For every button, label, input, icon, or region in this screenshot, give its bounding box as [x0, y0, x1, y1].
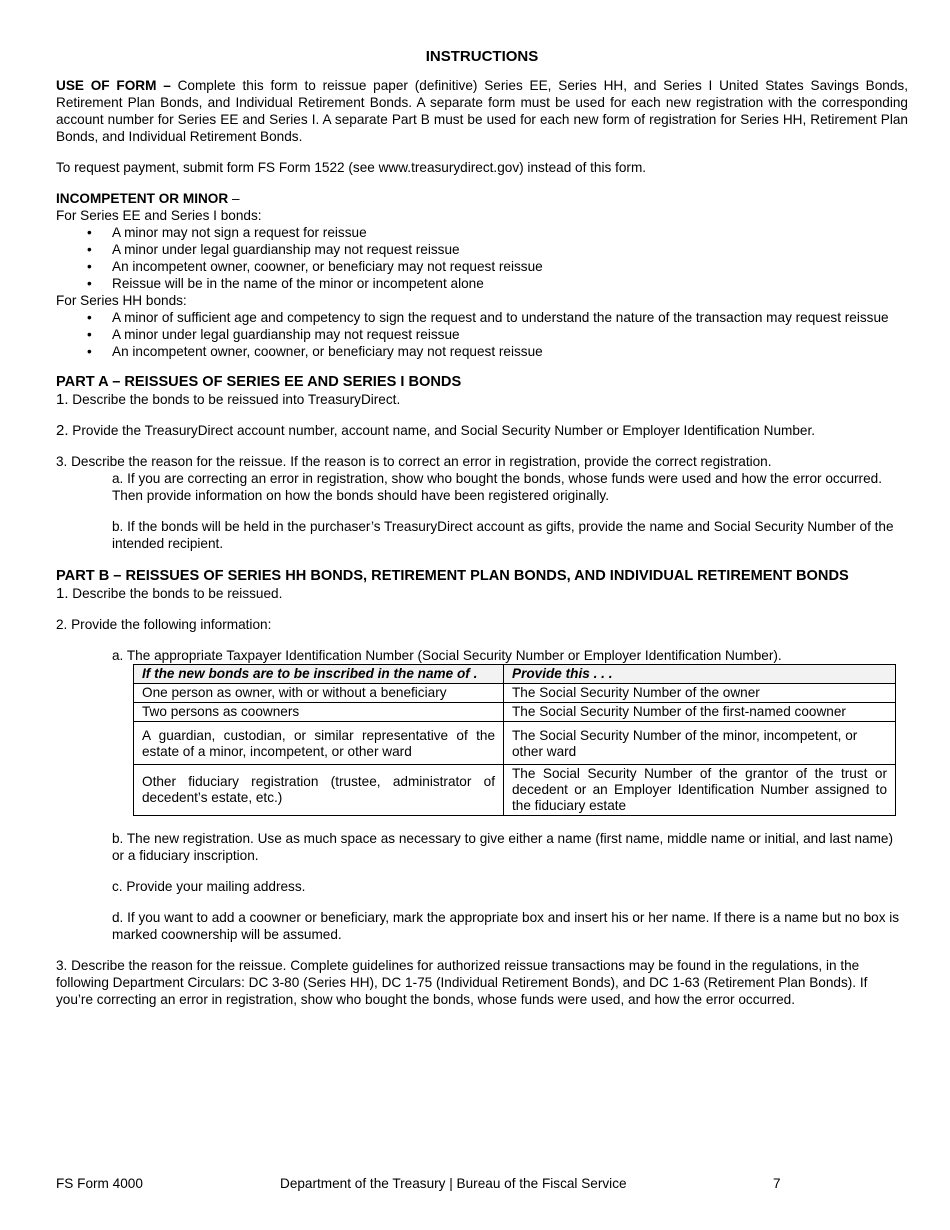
page-footer: [56, 1175, 908, 1193]
use-of-form-paragraph: [56, 77, 908, 145]
list-item: • Reissue will be in the name of the minor or incompetent alone: [56, 275, 908, 292]
page-title: INSTRUCTIONS: [425, 48, 539, 65]
part-a-heading: PART A – REISSUES OF SERIES EE AND SERIES I BONDS: [56, 374, 462, 390]
part-a-item-3: 3. Describe the reason for the reissue. If the reason is to correct an error in registration, provide the correct registration.: [56, 454, 772, 469]
table-row: [134, 765, 896, 816]
table-cell: The Social Security Number of the first-named coowner: [504, 703, 896, 722]
ee-i-bullet-list: [56, 224, 908, 292]
part-b-heading: PART B – REISSUES OF SERIES HH BONDS, RETIREMENT PLAN BONDS, AND INDIVIDUAL RETIREMENT BONDS: [56, 568, 849, 584]
table-cell: Two persons as coowners: [134, 703, 504, 722]
instructions-page: [56, 48, 908, 1008]
list-item: • A minor under legal guardianship may not request reissue: [56, 241, 908, 258]
payment-note: To request payment, submit form FS Form 1522 (see www.treasurydirect.gov) instead of this form.: [56, 160, 647, 175]
hh-bullet-list: [56, 309, 908, 360]
table-cell: A guardian, custodian, or similar representative of the estate of a minor, incompetent, or other ward: [134, 722, 504, 765]
column-header: If the new bonds are to be inscribed in the name of .: [134, 665, 504, 684]
footer-department: Department of the Treasury | Bureau of the Fiscal Service: [280, 1176, 627, 1191]
ee-i-intro: For Series EE and Series I bonds:: [56, 208, 262, 223]
item-text: Provide the TreasuryDirect account number, account name, and Social Security Number or Employer Identification Number.: [68, 423, 816, 438]
column-header: Provide this . . .: [504, 665, 896, 684]
part-b-item-2d: d. If you want to add a coowner or beneficiary, mark the appropriate box and insert his or her name. If there is a name but no box is marked coownership will be assumed.: [112, 910, 900, 942]
list-item: • A minor may not sign a request for reissue: [56, 224, 908, 241]
table-row: [134, 684, 896, 703]
table-header-row: [134, 665, 896, 684]
table-row: [134, 703, 896, 722]
item-text: Describe the bonds to be reissued.: [68, 586, 283, 601]
hh-intro: For Series HH bonds:: [56, 293, 187, 308]
table-cell: The Social Security Number of the owner: [504, 684, 896, 703]
list-item: • An incompetent owner, coowner, or beneficiary may not request reissue: [56, 343, 908, 360]
table-cell: One person as owner, with or without a beneficiary: [134, 684, 504, 703]
item-text: Describe the bonds to be reissued into TreasuryDirect.: [68, 392, 401, 407]
part-b-item-2b: b. The new registration. Use as much space as necessary to give either a name (first name, middle name or initial, and last name) or a fiduciary inscription.: [112, 831, 894, 863]
item-number: 1.: [56, 391, 69, 408]
incompetent-heading: [56, 190, 908, 207]
table-row: [134, 722, 896, 765]
list-item: • A minor of sufficient age and competency to sign the request and to understand the nature of the transaction may request reissue: [56, 309, 908, 326]
incompetent-label: INCOMPETENT OR MINOR: [56, 191, 229, 206]
item-number: 1.: [56, 585, 69, 602]
table-cell: The Social Security Number of the grantor of the trust or decedent or an Employer Identification Number assigned to the fiduciary estate: [504, 765, 896, 816]
footer-form-number: FS Form 4000: [56, 1176, 143, 1191]
part-b-item-2c: c. Provide your mailing address.: [112, 879, 306, 894]
list-item: • A minor under legal guardianship may not request reissue: [56, 326, 908, 343]
table-cell: The Social Security Number of the minor, incompetent, or other ward: [504, 722, 896, 765]
part-a-item-1: [56, 391, 908, 408]
part-a-item-2: [56, 422, 908, 439]
item-number: 2.: [56, 422, 69, 439]
use-of-form-text: Complete this form to reissue paper (definitive) Series EE, Series HH, and Series I United States Savings Bonds, Retirement Plan Bonds, and Individual Retirement Bonds. A separate form must be used for each new registration with the corresponding account number for Series EE and Series I. A separate Part B must be used for each new form of registration for Series HH, Retirement Plan Bonds, and Individual Retirement Bonds.: [56, 78, 908, 144]
part-a-item-3a: a. If you are correcting an error in registration, show who bought the bonds, whose funds were used and how the error occurred. Then provide information on how the bonds should have been registered originally.: [112, 471, 882, 503]
footer-page-number: 7: [773, 1176, 781, 1191]
part-a-item-3b: b. If the bonds will be held in the purchaser’s TreasuryDirect account as gifts, provide the name and Social Security Number of the intended recipient.: [112, 519, 894, 551]
table-cell: Other fiduciary registration (trustee, administrator of decedent’s estate, etc.): [134, 765, 504, 816]
part-b-item-1: [56, 585, 908, 602]
use-of-form-label: USE OF FORM –: [56, 78, 171, 93]
part-b-item-3: 3. Describe the reason for the reissue. Complete guidelines for authorized reissue transactions may be found in the regulations, in the following Department Circulars: DC 3-80 (Series HH), DC 1-75 (Individual Retirement Bonds), and DC 1-63 (Retirement Plan Bonds). If you’re correcting an error in registration, show who bought the bonds, whose funds were used, and how the error occurred.: [56, 958, 868, 1007]
list-item: • An incompetent owner, coowner, or beneficiary may not request reissue: [56, 258, 908, 275]
part-b-item-2: 2. Provide the following information:: [56, 617, 272, 632]
part-b-item-2a: a. The appropriate Taxpayer Identification Number (Social Security Number or Employer Identification Number).: [112, 648, 782, 663]
tin-table: [133, 664, 896, 816]
incompetent-dash: –: [228, 191, 240, 206]
